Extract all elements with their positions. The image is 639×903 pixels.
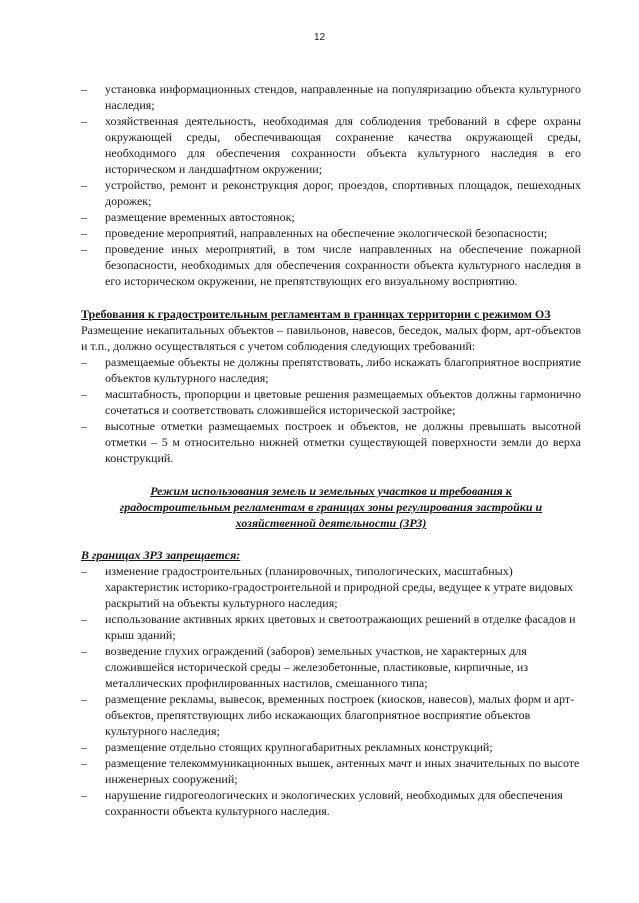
dash-bullet: – xyxy=(81,355,87,369)
dash-bullet: – xyxy=(81,692,87,706)
dash-bullet: – xyxy=(81,226,87,240)
dash-bullet: – xyxy=(81,612,87,626)
rrz-section xyxy=(81,483,581,819)
rrz-prohibited-list xyxy=(81,563,581,819)
dash-bullet: – xyxy=(81,178,87,192)
dash-bullet: – xyxy=(81,788,87,802)
list-item: – нарушение гидрогеологических и экологических условий, необходимых для обеспечения сохранности объекта культурного наследия. xyxy=(81,788,563,818)
rrz-prohibited-subheading: В границах ЗРЗ запрещается: xyxy=(81,548,241,562)
oz-requirements-heading: Требования к градостроительным регламентам в границах территории с режимом ОЗ xyxy=(81,307,551,321)
permitted-activities-list xyxy=(81,81,581,289)
list-item: – установка информационных стендов, направленные на популяризацию объекта культурного наследия; xyxy=(81,82,581,112)
dash-bullet: – xyxy=(81,740,87,754)
dash-bullet: – xyxy=(81,210,87,224)
list-item: – изменение градостроительных (планировочных, типологических, масштабных) характеристик историко-градостроительной и природной среды, ведущее к утрате видовых раскрытий на объекты культурного наследия; xyxy=(81,564,574,610)
dash-bullet: – xyxy=(81,387,87,401)
dash-bullet: – xyxy=(81,644,87,658)
list-item: – размещение рекламы, вывесок, временных построек (киосков, навесов), малых форм и арт-объектов, препятствующих либо искажающих благоприятное восприятие объектов культурного наследия; xyxy=(81,692,575,738)
list-item: – возведение глухих ограждений (заборов) земельных участков, не характерных для сложившейся исторической среды – железобетонные, пластиковые, кирпичные, из металлических профилированных настилов, смешанного типа; xyxy=(81,644,529,690)
list-item: – устройство, ремонт и реконструкция дорог, проездов, спортивных площадок, пешеходных дорожек; xyxy=(81,178,581,208)
list-item: – размещение отдельно стоящих крупногабаритных рекламных конструкций; xyxy=(81,740,493,754)
rrz-section-heading: Режим использования земель и земельных участков и требования к градостроительным регламентам в границах зоны регулирования застройки и хозяйственной деятельности (ЗРЗ) xyxy=(119,484,543,530)
list-item: – проведение иных мероприятий, в том числе направленных на обеспечение пожарной безопасности, необходимых для обеспечения сохранности объекта культурного наследия в его историческом окружении, не препятствующих его визуальному восприятию. xyxy=(81,242,581,288)
list-item: – хозяйственная деятельность, необходимая для соблюдения требований в сфере охраны окружающей среды, обеспечивающая сохранение качества окружающей среды, необходимого для обеспечения сохранности объекта культурного наследия в его историческом и ландшафтном окружении; xyxy=(81,114,581,176)
list-item: – масштабность, пропорции и цветовые решения размещаемых объектов должны гармонично сочетаться и соответствовать сложившейся исторической застройке; xyxy=(81,387,581,417)
dash-bullet: – xyxy=(81,82,87,96)
list-item: – размещение телекоммуникационных вышек, антенных мачт и иных значительных по высоте инженерных сооружений; xyxy=(81,756,580,786)
list-item: – размещаемые объекты не должны препятствовать, либо искажать благоприятное восприятие объектов культурного наследия; xyxy=(81,355,581,385)
page-number: 12 xyxy=(313,32,326,43)
list-item: – размещение временных автостоянок; xyxy=(81,210,295,224)
dash-bullet: – xyxy=(81,114,87,128)
dash-bullet: – xyxy=(81,419,87,433)
dash-bullet: – xyxy=(81,564,87,578)
oz-requirements-intro: Размещение некапитальных объектов – павильонов, навесов, беседок, малых форм, арт-объектов и т.п., должно осуществляться с учетом соблюдения следующих требований: xyxy=(81,323,581,353)
oz-requirements-list xyxy=(81,354,581,466)
dash-bullet: – xyxy=(81,242,87,256)
dash-bullet: – xyxy=(81,756,87,770)
page-content xyxy=(81,81,581,819)
list-item: – использование активных ярких цветовых и светоотражающих решений в отделке фасадов и крыш зданий; xyxy=(81,612,576,642)
list-item: – проведение мероприятий, направленных на обеспечение экологической безопасности; xyxy=(81,226,548,240)
list-item: – высотные отметки размещаемых построек и объектов, не должны превышать высотной отметки – 5 м относительно нижней отметки существующей поверхности земли до верха конструкций. xyxy=(81,419,581,465)
